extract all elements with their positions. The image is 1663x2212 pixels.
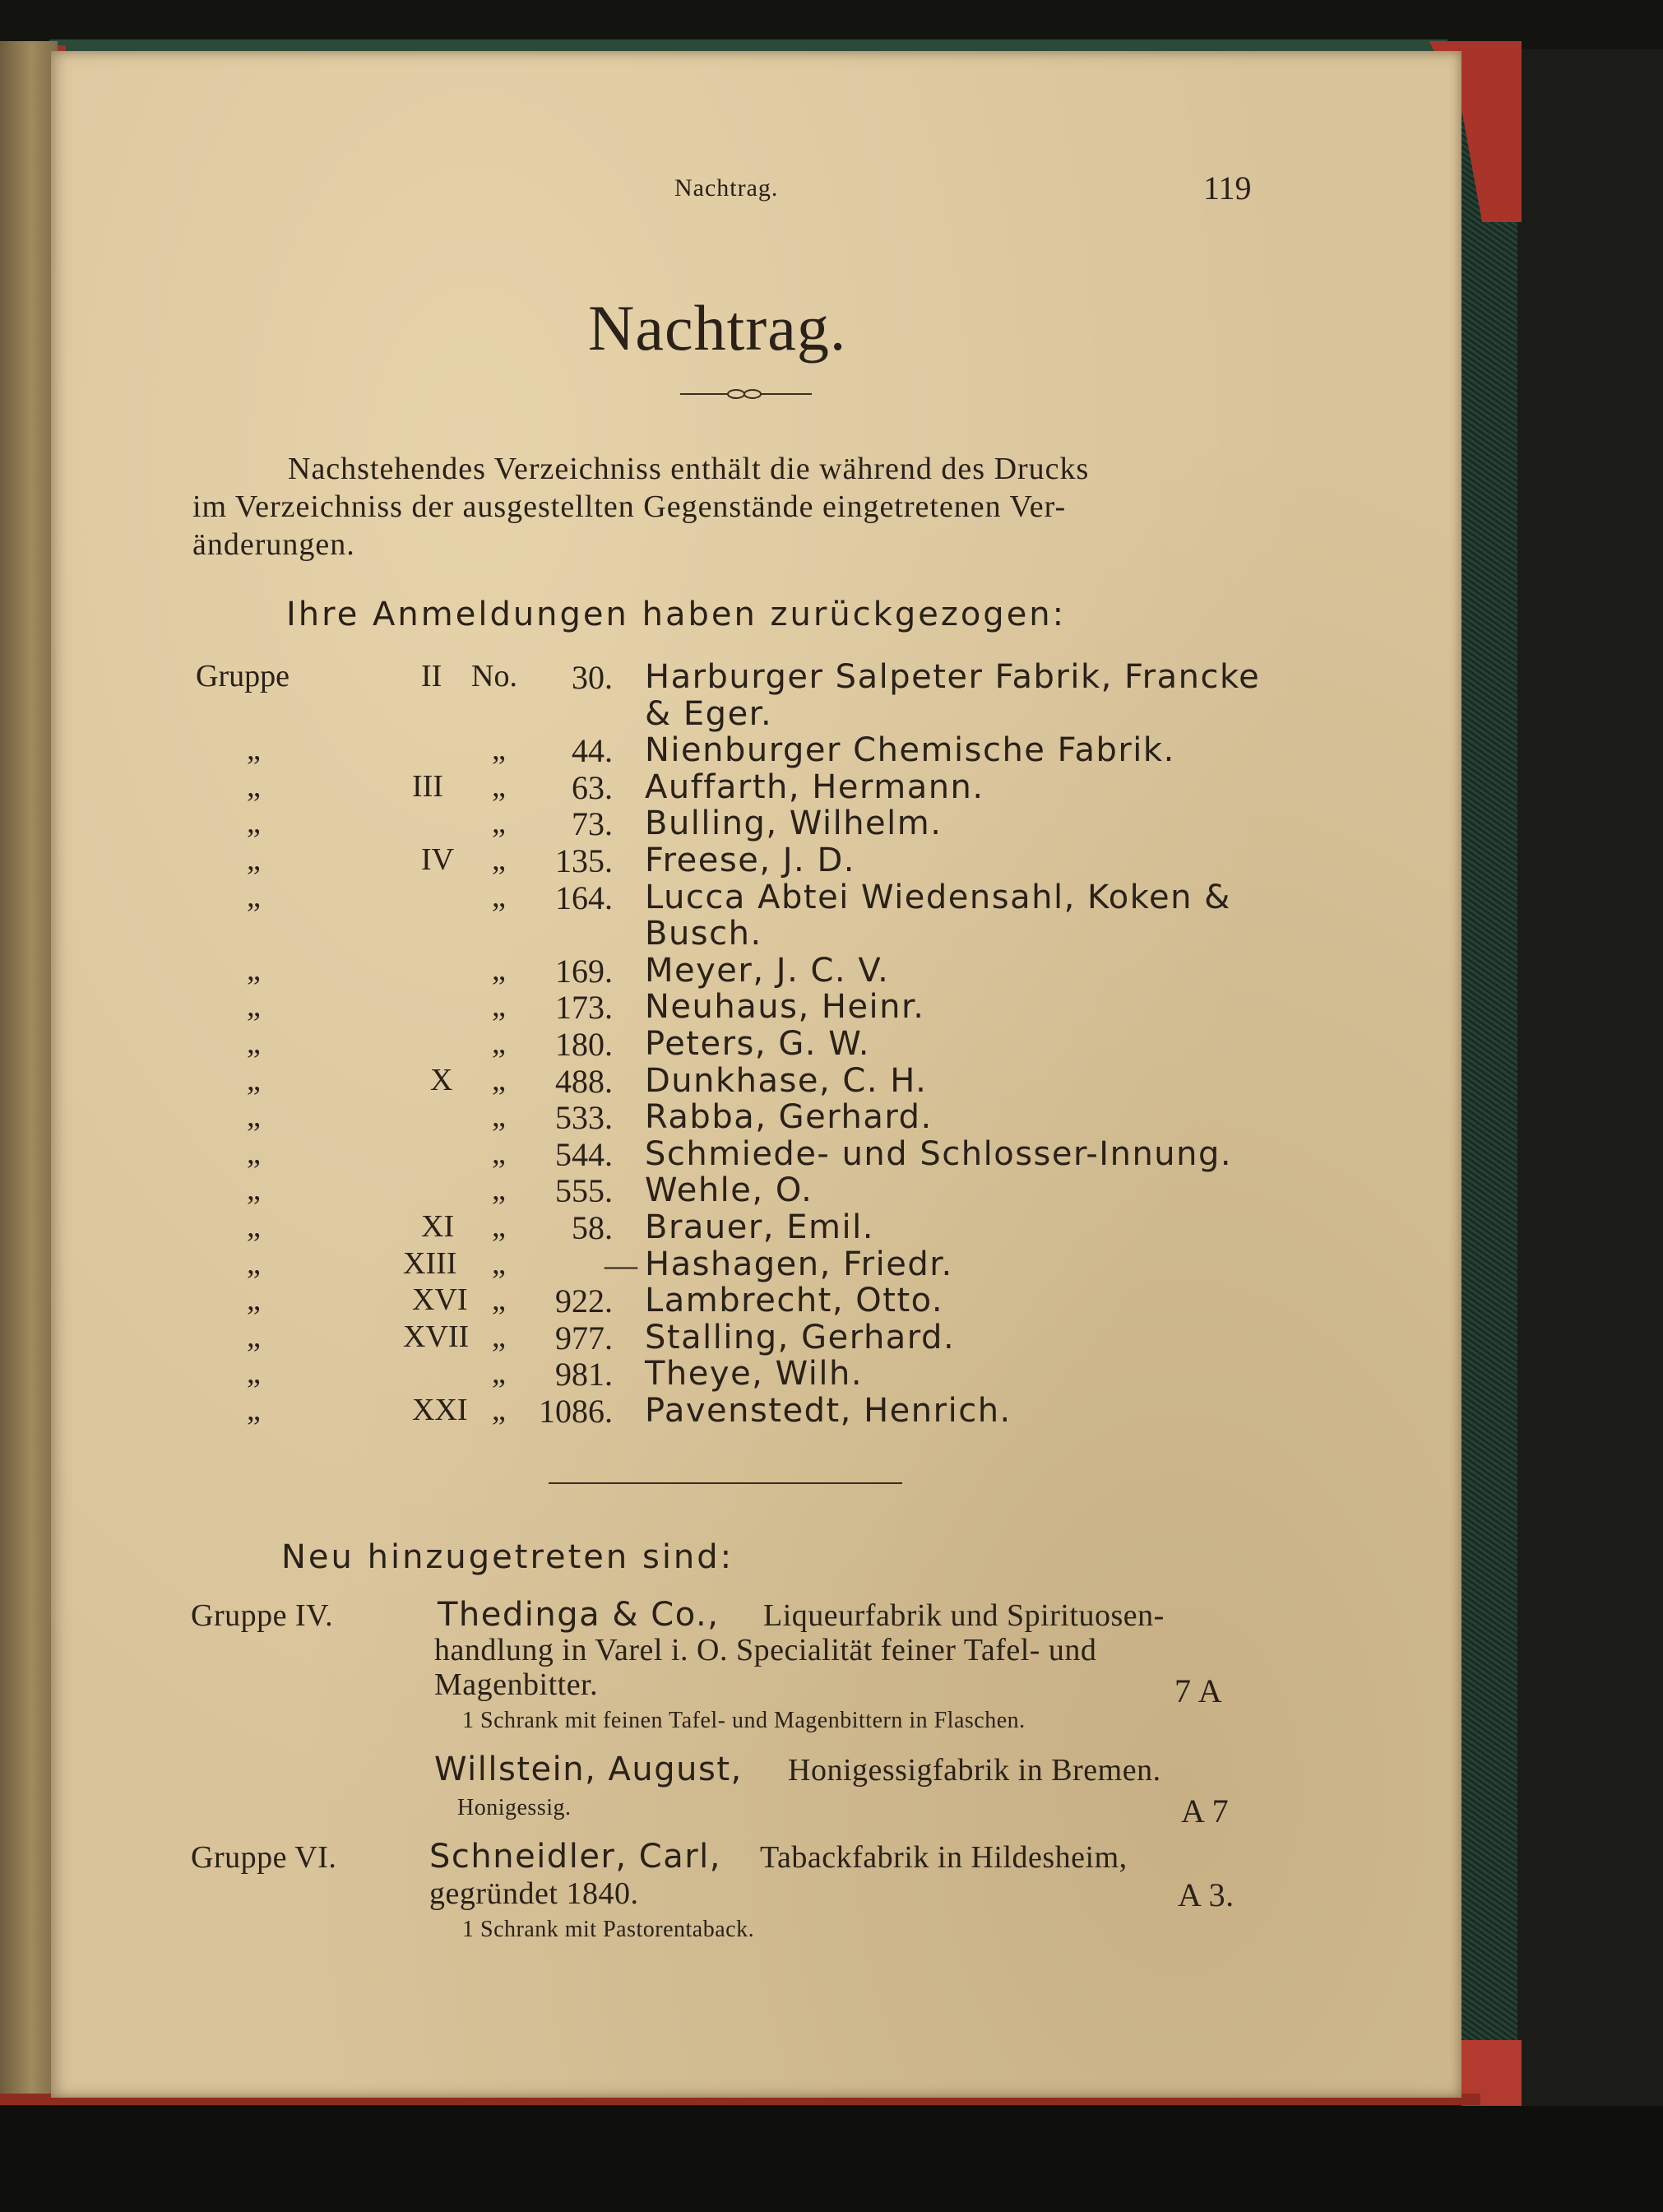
- catalog-number: 173.: [555, 989, 613, 1027]
- exhibitor-name: Stalling, Gerhard.: [645, 1318, 956, 1356]
- exhibitor-name: Schmiede- und Schlosser-Innung.: [645, 1134, 1233, 1173]
- exhibitor-name: Brauer, Emil.: [645, 1208, 874, 1246]
- ditto-mark: „: [247, 805, 261, 841]
- ditto-mark: „: [492, 1026, 506, 1060]
- ditto-mark: „: [492, 768, 506, 804]
- catalog-number: 555.: [555, 1172, 613, 1210]
- exhibitor-name: Neuhaus, Heinr.: [645, 988, 925, 1027]
- group-number: III: [412, 768, 443, 804]
- book-gutter: [0, 41, 58, 2098]
- exhibitor-name: Auffarth, Hermann.: [645, 767, 984, 806]
- catalog-number: 164.: [555, 879, 613, 916]
- group-number: XVII: [403, 1319, 470, 1354]
- exhibitor-name: Lambrecht, Otto.: [645, 1282, 944, 1320]
- ditto-mark: „: [492, 1099, 506, 1134]
- ditto-mark: „: [247, 1356, 261, 1391]
- ditto-mark: „: [247, 952, 261, 987]
- catalog-number: 135.: [555, 842, 613, 879]
- new-entries-heading: Neu hinzugetreten sind:: [281, 1538, 734, 1576]
- ornament-rule: [680, 384, 812, 404]
- group-number: XI: [421, 1209, 455, 1244]
- entry-text-line: Magenbitter.: [434, 1667, 599, 1702]
- exhibitor-name-continued: Busch.: [645, 915, 762, 953]
- ditto-mark: „: [247, 1282, 261, 1318]
- group-number: XVI: [412, 1282, 468, 1318]
- entry-text-line: handlung in Varel i. O. Specialität feiner Tafel- und: [434, 1633, 1097, 1667]
- page-title: Nachtrag.: [588, 292, 847, 364]
- ditto-mark: „: [492, 1062, 506, 1097]
- ditto-mark: „: [247, 1319, 261, 1354]
- exhibitor-name-continued: & Eger.: [645, 694, 773, 733]
- entry-name: Willstein, August,: [434, 1751, 743, 1788]
- entry-note: 1 Schrank mit feinen Tafel- und Magenbittern in Flaschen.: [462, 1708, 1026, 1733]
- ditto-mark: „: [247, 1062, 261, 1097]
- entry-note: Honigessig.: [457, 1795, 572, 1820]
- exhibitor-name: Theye, Wilh.: [645, 1355, 864, 1394]
- ditto-mark: „: [492, 1282, 506, 1318]
- catalog-number: 180.: [555, 1026, 613, 1063]
- entry-note: 1 Schrank mit Pastorentaback.: [462, 1917, 755, 1942]
- exhibitor-name: Peters, G. W.: [645, 1025, 870, 1063]
- entry-name: Schneidler, Carl,: [429, 1838, 722, 1876]
- entry-group-label: Gruppe VI.: [191, 1840, 337, 1875]
- ditto-mark: „: [492, 1172, 506, 1208]
- intro-line-1: Nachstehendes Verzeichniss enthält die während des Drucks: [288, 452, 1090, 486]
- ditto-mark: „: [247, 1026, 261, 1060]
- entry-location: A 3.: [1178, 1876, 1235, 1913]
- intro-line-3: änderungen.: [192, 527, 355, 562]
- group-number: XXI: [412, 1393, 468, 1427]
- catalog-number: 30.: [572, 659, 613, 696]
- catalog-number: 169.: [555, 952, 613, 990]
- section-divider: [549, 1482, 902, 1484]
- ditto-mark: „: [247, 879, 261, 914]
- entry-location: 7 A: [1174, 1672, 1223, 1709]
- entry-text-line: Honigessigfabrik in Bremen.: [788, 1753, 1161, 1788]
- exhibitor-name: Wehle, O.: [645, 1171, 813, 1210]
- ditto-mark: „: [492, 989, 506, 1024]
- catalog-number: 58.: [572, 1209, 613, 1246]
- catalog-number: 922.: [555, 1282, 613, 1320]
- ditto-mark: „: [492, 732, 506, 767]
- ditto-mark: „: [492, 805, 506, 841]
- book-board-right: [1460, 41, 1517, 2106]
- entry-group-label: Gruppe IV.: [191, 1598, 334, 1633]
- entry-text-line: gegründet 1840.: [429, 1876, 639, 1911]
- ditto-mark: „: [492, 879, 506, 914]
- ditto-mark: „: [247, 732, 261, 767]
- group-number: XIII: [403, 1245, 457, 1281]
- exhibitor-name: Harburger Salpeter Fabrik, Francke: [645, 658, 1261, 696]
- number-label: No.: [471, 659, 517, 693]
- page-number: 119: [1203, 169, 1252, 206]
- catalog-number: 981.: [555, 1356, 613, 1394]
- entry-location: A 7: [1181, 1792, 1230, 1829]
- catalog-number: 977.: [555, 1319, 613, 1356]
- exhibitor-name: Lucca Abtei Wiedensahl, Koken &: [645, 878, 1231, 916]
- catalog-number: 1086.: [539, 1393, 613, 1430]
- ditto-mark: „: [492, 1319, 506, 1354]
- group-number: II: [421, 659, 442, 693]
- withdrawn-heading: Ihre Anmeldungen haben zurückgezogen:: [286, 596, 1067, 633]
- entry-name: Thedinga & Co.,: [438, 1596, 720, 1634]
- running-title: Nachtrag.: [674, 174, 779, 202]
- ditto-mark: „: [247, 768, 261, 804]
- ditto-mark: „: [492, 1356, 506, 1391]
- ditto-mark: „: [492, 842, 506, 877]
- exhibitor-name: Dunkhase, C. H.: [645, 1061, 928, 1100]
- ditto-mark: „: [492, 1135, 506, 1171]
- group-label: Gruppe: [196, 659, 290, 693]
- ditto-mark: „: [247, 1172, 261, 1208]
- ditto-mark: „: [492, 1209, 506, 1244]
- ditto-mark: „: [247, 1135, 261, 1171]
- entry-text-line: Tabackfabrik in Hildesheim,: [760, 1840, 1128, 1875]
- exhibitor-name: Meyer, J. C. V.: [645, 951, 890, 990]
- ditto-mark: „: [492, 1393, 506, 1427]
- ditto-mark: „: [247, 842, 261, 877]
- ditto-mark: „: [492, 1245, 506, 1281]
- exhibitor-name: Nienburger Chemische Fabrik.: [645, 731, 1175, 770]
- catalog-number: 44.: [572, 732, 613, 770]
- exhibitor-name: Rabba, Gerhard.: [645, 1098, 933, 1137]
- catalog-number: —: [605, 1245, 637, 1283]
- group-number: X: [430, 1062, 453, 1097]
- ditto-mark: „: [247, 1393, 261, 1427]
- catalog-number: 533.: [555, 1099, 613, 1137]
- book-cover-bottom: [0, 2106, 1663, 2212]
- ditto-mark: „: [247, 1245, 261, 1281]
- ditto-mark: „: [492, 952, 506, 987]
- exhibitor-name: Bulling, Wilhelm.: [645, 805, 943, 843]
- exhibitor-name: Pavenstedt, Henrich.: [645, 1392, 1012, 1430]
- entry-text-line: Liqueurfabrik und Spirituosen-: [763, 1598, 1165, 1633]
- ditto-mark: „: [247, 989, 261, 1024]
- group-number: IV: [421, 842, 455, 877]
- catalog-number: 544.: [555, 1135, 613, 1173]
- catalog-number: 63.: [572, 768, 613, 806]
- ditto-mark: „: [247, 1209, 261, 1244]
- catalog-number: 488.: [555, 1062, 613, 1100]
- exhibitor-name: Freese, J. D.: [645, 842, 856, 879]
- exhibitor-name: Hashagen, Friedr.: [645, 1245, 953, 1283]
- catalog-number: 73.: [572, 805, 613, 843]
- page: [51, 51, 1461, 2098]
- intro-line-2: im Verzeichniss der ausgestellten Gegenstände eingetretenen Ver-: [192, 489, 1067, 524]
- ditto-mark: „: [247, 1099, 261, 1134]
